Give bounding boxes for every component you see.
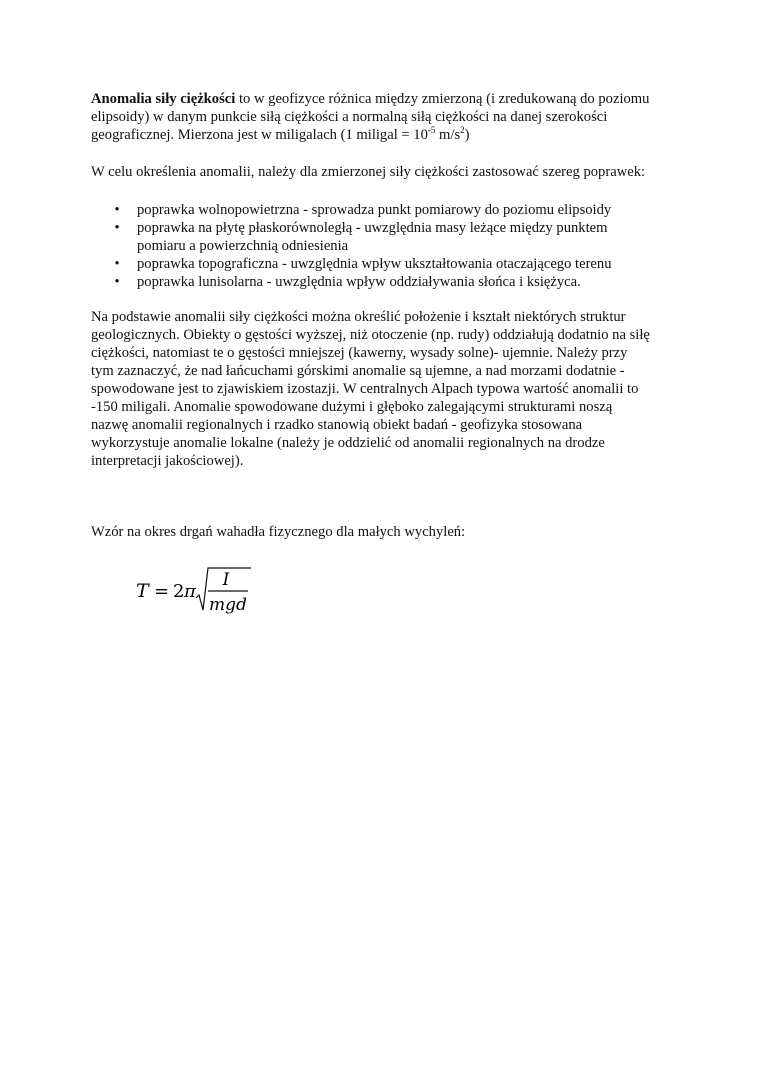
- list-item: [91, 273, 651, 291]
- list-item: [91, 255, 651, 273]
- list-item: [91, 201, 651, 219]
- exponent-two: 2: [460, 125, 465, 135]
- formula-denominator: mgd: [209, 595, 247, 615]
- formula-equals: =: [154, 581, 170, 602]
- paragraph-formula-intro: Wzór na okres drgań wahadła fizycznego dla małych wychyleń:: [91, 524, 466, 540]
- formula-numerator: I: [222, 570, 230, 590]
- bullet-icon: •: [114, 274, 120, 290]
- document-body: [91, 90, 651, 541]
- formula-coefficient: 2: [173, 581, 185, 602]
- bold-term: Anomalia siły ciężkości: [91, 91, 236, 107]
- bullet-icon: •: [114, 220, 120, 236]
- closing-paren: ): [464, 127, 470, 143]
- list-item-text: poprawka na płytę płaskorównoległą - uwzględnia masy leżące między punktem pomiaru a powierzchnią odniesienia: [137, 220, 608, 254]
- paragraph-definition: [91, 90, 651, 144]
- formula-pi: π: [184, 581, 196, 602]
- pendulum-period-formula: [136, 560, 266, 620]
- list-item-text: poprawka lunisolarna - uwzględnia wpływ oddziaływania słońca i księżyca.: [137, 274, 581, 290]
- formula-lhs: T: [136, 580, 149, 602]
- exponent-minus-five: -5: [427, 125, 436, 135]
- paragraph-applications: Na podstawie anomalii siły ciężkości można określić położenie i kształt niektórych struktur geologicznych. Obiekty o gęstości wyższej, niż otoczenie (np. rudy) oddziałują dodatnio na siłę ciężkości, natomiast te o gęstości mniejszej (kawerny, wysady solne)- ujemnie. Należy przy tym zaznaczyć, że nad łańcuchami górskimi anomalie są ujemne, a nad morzami dodatnie - spowodowane jest to zjawiskiem izostazji. W centralnych Alpach typowa wartość anomalii to -150 miligali. Anomalie spowodowane dużymi i głęboko zalegającymi strukturami noszą nazwę anomalii regionalnych i rzadko stanowią obiekt badań - geofizyka stosowana wykorzystuje anomalie lokalne (należy je oddzielić od anomalii regionalnych na drodze interpretacji jakościowej).: [91, 309, 650, 469]
- corrections-list: [91, 201, 651, 291]
- paragraph-corrections-intro: W celu określenia anomalii, należy dla zmierzonej siły ciężkości zastosować szereg poprawek:: [91, 164, 646, 180]
- unit-text: m/s: [435, 127, 461, 143]
- list-item-text: poprawka topograficzna - uwzględnia wpływ ukształtowania otaczającego terenu: [137, 256, 612, 272]
- bullet-icon: •: [114, 202, 120, 218]
- definition-text: to w geofizyce różnica między zmierzoną (i zredukowaną do poziomu elipsoidy) w danym punkcie siłą ciężkości a normalną siłą ciężkości na danej szerokości geograficznej. Mierzona jest w miligalach (1 miligal = 10: [91, 91, 650, 143]
- bullet-icon: •: [114, 256, 120, 272]
- list-item-text: poprawka wolnopowietrzna - sprowadza punkt pomiarowy do poziomu elipsoidy: [137, 202, 612, 218]
- list-item: [91, 219, 651, 255]
